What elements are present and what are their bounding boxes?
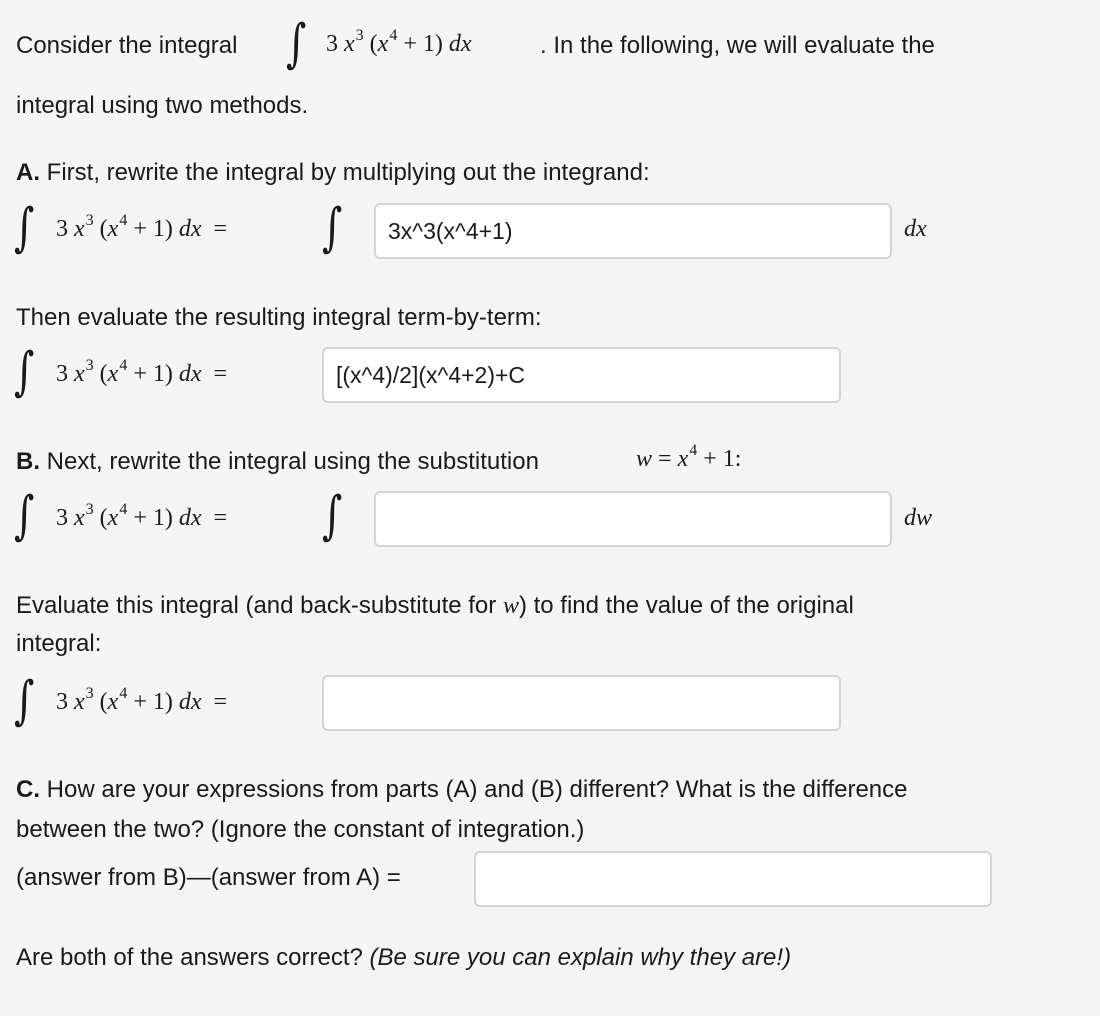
partB-integral2 [14,671,41,731]
partA-dx-suffix: dx [904,216,927,242]
intro-integrand: 3 $x^3$ $(x^4 + 1)$ dx [326,27,472,57]
partA-integral2 [14,342,41,402]
partA-rewrite-input[interactable] [374,203,892,259]
partC-line2: between the two? (Ignore the constant of integration.) [16,816,585,843]
integral-sign-icon: ∫ [322,486,343,546]
partB-text: Next, rewrite the integral using the substitution [46,448,539,475]
partC-text: How are your expressions from parts (A) and (B) different? What is the difference [46,776,908,803]
partB-text2: Evaluate this integral (and back-substitute for w) to find the value of the original [16,592,854,619]
partB-dw-suffix: dw [904,505,933,531]
intro-before: Consider the integral [16,32,238,59]
partC-heading [16,775,908,805]
intro-after: . In the following, we will evaluate the [540,32,935,59]
partB-text2-line2: integral: [16,630,102,657]
partA-evaluate-input[interactable] [322,347,841,403]
partA-label: A. [16,159,40,186]
partB-evaluate-input[interactable] [322,675,841,731]
intro-line2: integral using two methods. [16,92,309,119]
partA-integrand2: 3 $x^3$ $(x^4 + 1)$ dx = [56,357,228,387]
partB-integral-rhs [322,486,349,546]
partC-diff-label: (answer from B)—(answer from A) = [16,864,401,891]
partC-difference-input[interactable] [474,851,992,907]
closing-question [16,943,791,973]
partB-heading [16,447,539,477]
partA-text2: Then evaluate the resulting integral term-by-term: [16,304,542,331]
intro-integral [286,14,313,74]
partB-label: B. [16,448,40,475]
partA-integral-lhs [14,198,41,258]
closing-italic: (Be sure you can explain why they are!) [369,944,792,971]
partC-label: C. [16,776,40,803]
partB-rewrite-input[interactable] [374,491,892,547]
integral-sign-icon: ∫ [286,14,307,74]
partA-integrand: 3 $x^3$ $(x^4 + 1)$ dx = [56,212,228,242]
integral-sign-icon: ∫ [14,671,35,731]
partB-integral-lhs [14,486,41,546]
closing-text: Are both of the answers correct? [16,944,363,971]
partB-substitution: $w = x^4 + 1$: [636,442,742,472]
integral-sign-icon: ∫ [322,198,343,258]
partB-integrand: 3 $x^3$ $(x^4 + 1)$ dx = [56,501,228,531]
partA-text: First, rewrite the integral by multiplying out the integrand: [46,159,650,186]
integral-sign-icon: ∫ [14,198,35,258]
partB-integrand2: 3 $x^3$ $(x^4 + 1)$ dx = [56,685,228,715]
integral-sign-icon: ∫ [14,486,35,546]
partA-heading [16,158,650,188]
intro-text [16,31,237,61]
integral-sign-icon: ∫ [14,342,35,402]
partA-integral-rhs [322,198,349,258]
